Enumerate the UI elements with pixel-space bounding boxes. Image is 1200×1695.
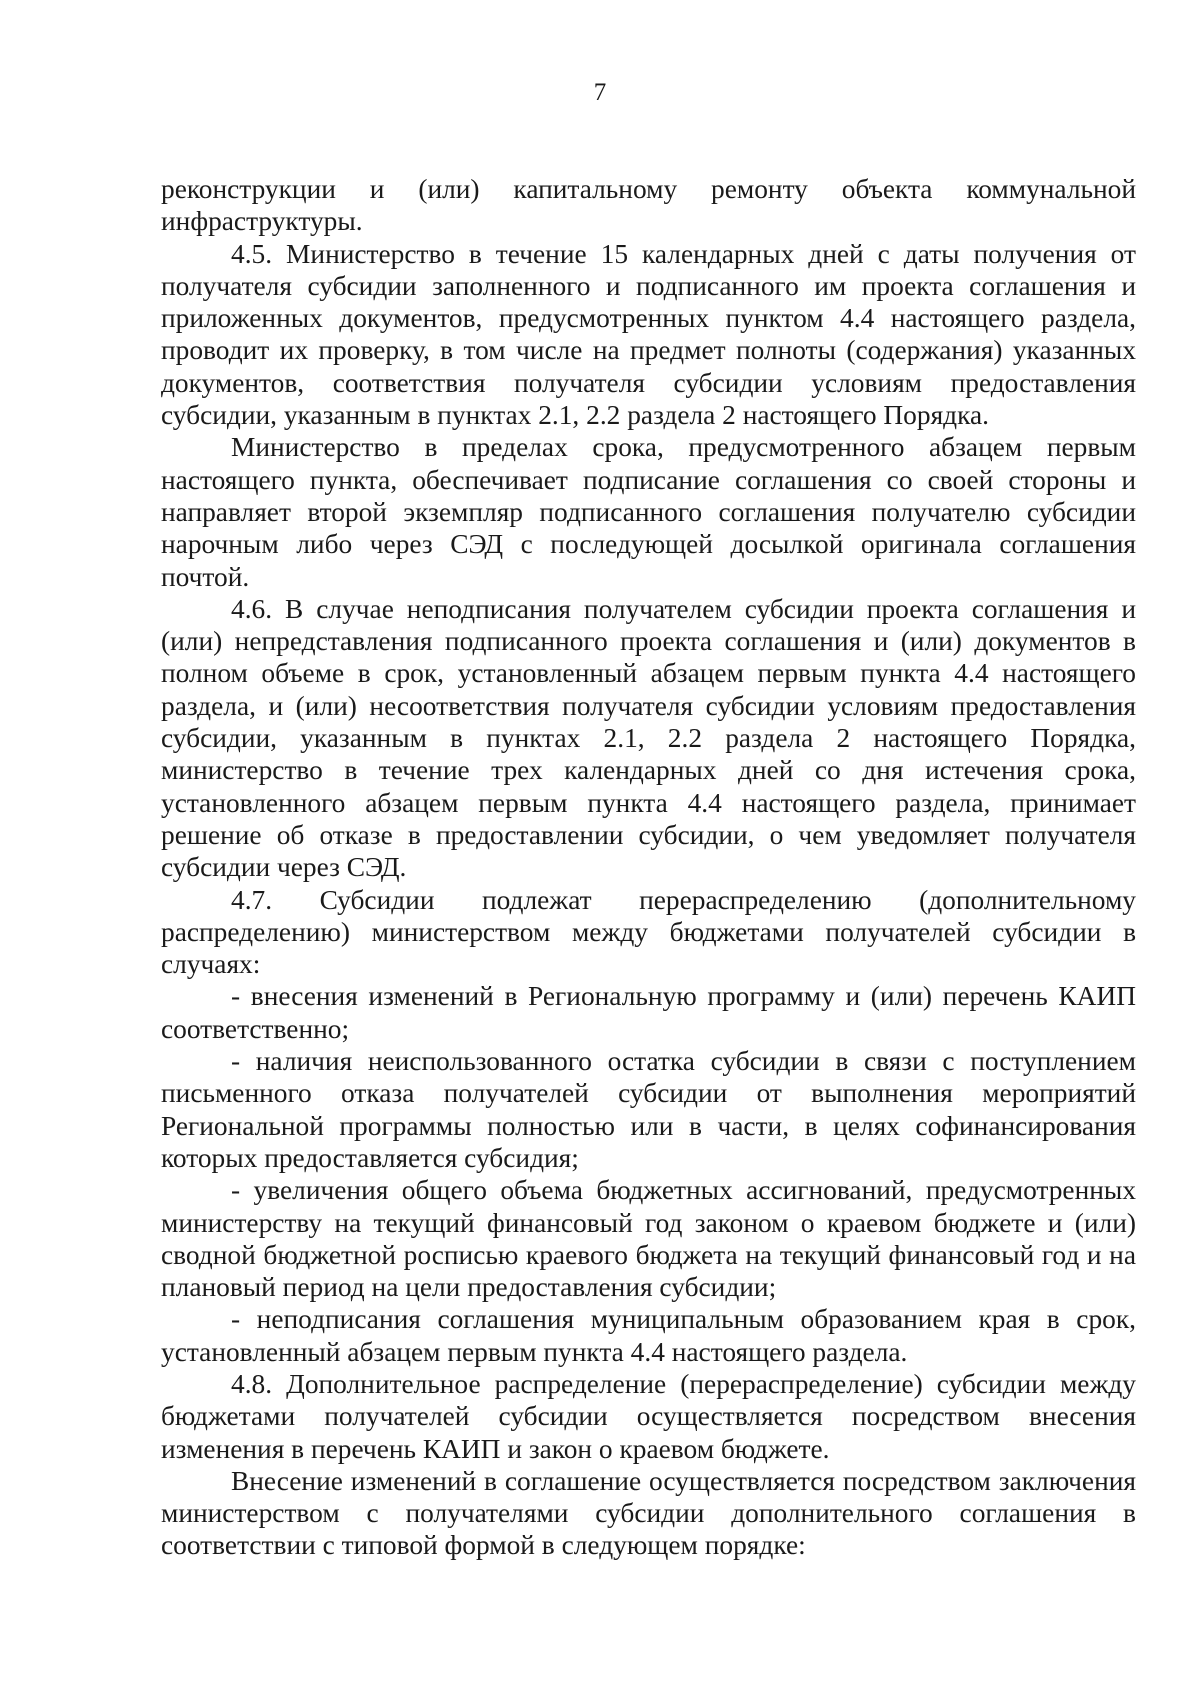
paragraph-4-5: 4.5. Министерство в течение 15 календарных дней с даты получения от получателя субсидии заполненного и подписанного им проекта соглашения и приложенных документов, предусмотренных пунктом 4.4 настоящего раздела, проводит их проверку, в том числе на предмет полноты (содержания) указанных документов, соответствия получателя субсидии условиям предоставления субсидии, указанным в пунктах 2.1, 2.2 раздела 2 настоящего Порядка. [161, 238, 1136, 431]
paragraph-4-8: 4.8. Дополнительное распределение (перераспределение) субсидии между бюджетами получателей субсидии осуществляется посредством внесения изменения в перечень КАИП и закон о краевом бюджете. [161, 1368, 1136, 1464]
list-item: - неподписания соглашения муниципальным образованием края в срок, установленный абзацем первым пункта 4.4 настоящего раздела. [161, 1304, 1136, 1367]
paragraph-4-5-second: Министерство в пределах срока, предусмотренного абзацем первым настоящего пункта, обеспечивает подписание соглашения со своей стороны и направляет второй экземпляр подписанного соглашения получателю субсидии нарочным либо через СЭД с последующей досылкой оригинала соглашения почтой. [161, 432, 1136, 592]
paragraph-4-8-second: Внесение изменений в соглашение осуществляется посредством заключения министерством с получателями субсидии дополнительного соглашения в соответствии с типовой формой в следующем порядке: [161, 1465, 1136, 1561]
list-item: - наличия неиспользованного остатка субсидии в связи с поступлением письменного отказа получателей субсидии от выполнения мероприятий Региональной программы полностью или в части, в целях софинансирования которых предоставляется субсидия; [161, 1046, 1136, 1173]
list-item: - внесения изменений в Региональную программу и (или) перечень КАИП соответственно; [161, 981, 1136, 1044]
paragraph-4-6: 4.6. В случае неподписания получателем субсидии проекта соглашения и (или) непредставления подписанного проекта соглашения и (или) документов в полном объеме в срок, установленный абзацем первым пункта 4.4 настоящего раздела, и (или) несоответствия получателя субсидии условиям предоставления субсидии, указанным в пунктах 2.1, 2.2 раздела 2 настоящего Порядка, министерство в течение трех календарных дней со дня истечения срока, установленного абзацем первым пункта 4.4 настоящего раздела, принимает решение об отказе в предоставлении субсидии, о чем уведомляет получателя субсидии через СЭД. [161, 593, 1136, 883]
list-item: - увеличения общего объема бюджетных ассигнований, предусмотренных министерству на текущий финансовый год законом о краевом бюджете и (или) сводной бюджетной росписью краевого бюджета на текущий финансовый год и на плановый период на цели предоставления субсидии; [161, 1175, 1136, 1303]
page-number: 7 [593, 79, 607, 106]
paragraph-4-7: 4.7. Субсидии подлежат перераспределению (дополнительному распределению) министерством между бюджетами получателей субсидии в случаях: [161, 884, 1136, 980]
document-body [161, 173, 1136, 1562]
paragraph-continuation: реконструкции и (или) капитальному ремонту объекта коммунальной инфраструктуры. [161, 174, 1136, 237]
